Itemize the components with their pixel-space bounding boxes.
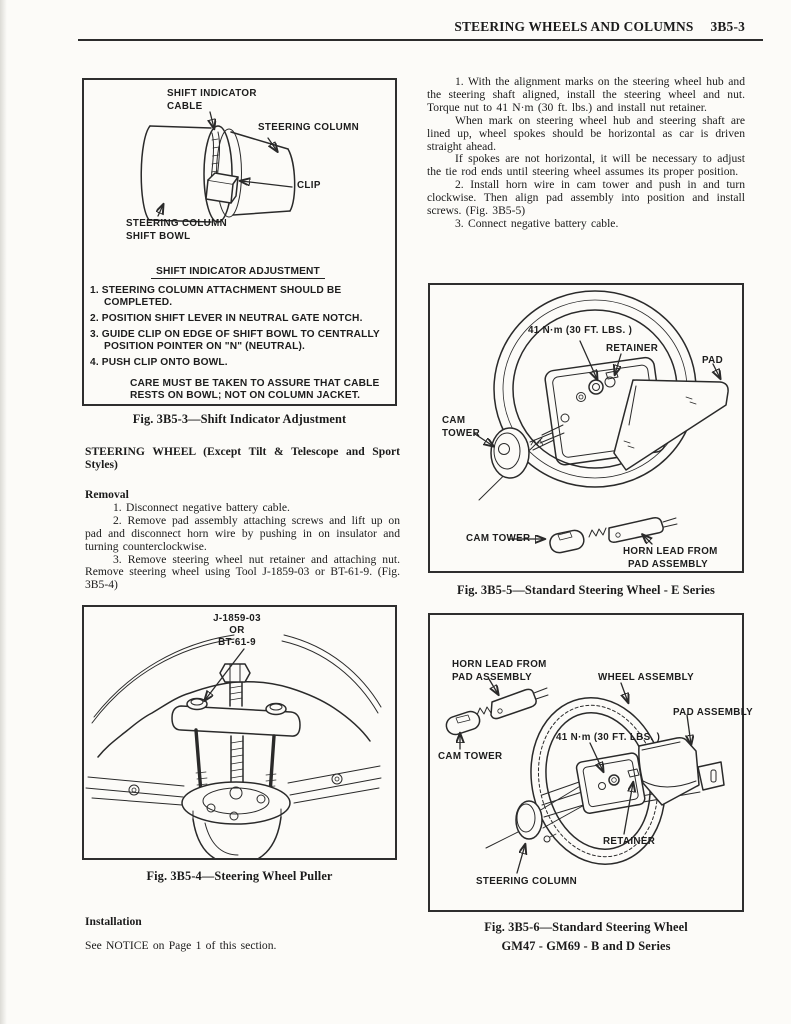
figure-shift-indicator-adjustment (82, 78, 397, 406)
label-cam-tower: CAM (442, 415, 466, 426)
shift-indicator-adjustment-text (90, 266, 386, 403)
label-cam-tower: CAM TOWER (438, 751, 503, 762)
caption-fig-3b5-6: Fig. 3B5-6—Standard Steering Wheel (484, 920, 688, 934)
label-shift-indicator-cable: SHIFT INDICATOR (167, 88, 257, 99)
figure-standard-wheel-gm47-gm69 (428, 613, 754, 912)
adjustment-heading: SHIFT INDICATOR ADJUSTMENT (151, 266, 325, 279)
label-shift-indicator-cable-2: CABLE (167, 101, 203, 112)
page-header (78, 19, 745, 35)
page-number: 3B5-3 (710, 19, 745, 34)
label-horn-lead-2: PAD ASSEMBLY (628, 559, 709, 570)
removal-step-1: 1. Disconnect negative battery cable. (113, 500, 290, 514)
label-horn-lead: HORN LEAD FROM (623, 546, 718, 557)
caption-fig-3b5-4: Fig. 3B5-4—Steering Wheel Puller (146, 869, 333, 883)
label-retainer: RETAINER (603, 836, 656, 847)
label-steering-column: STEERING COLUMN (476, 876, 578, 887)
adjustment-step-1: 1. STEERING COLUMN ATTACHMENT SHOULD BE COMPLETED. (90, 285, 342, 309)
label-pad: PAD (702, 355, 724, 366)
label-pad-assembly: PAD ASSEMBLY (673, 707, 754, 718)
label-horn-lead-2: PAD ASSEMBLY (452, 672, 533, 683)
adjustment-step-3: 3. GUIDE CLIP ON EDGE OF SHIFT BOWL TO CENTRALLY POSITION POINTER ON "N" (NEUTRAL). (90, 329, 380, 353)
adjustment-step-2: 2. POSITION SHIFT LEVER IN NEUTRAL GATE NOTCH. (90, 313, 363, 325)
install-step-1: 1. With the alignment marks on the steering wheel hub and the steering shaft aligned, install the steering wheel and nut. Torque nut to 41 N·m (30 ft. lbs.) and install nut retainer. (427, 75, 745, 114)
label-shift-bowl-2: SHIFT BOWL (126, 231, 191, 242)
label-horn-lead: HORN LEAD FROM (452, 659, 547, 670)
header-rule (78, 39, 763, 41)
removal-step-2: 2. Remove pad assembly attaching screws and lift up on pad and disconnect horn wire by pushing in on insulator and turning counterclockwise. (85, 513, 400, 553)
label-retainer: RETAINER (606, 343, 659, 354)
caption-fig-3b5-6-line2: GM47 - GM69 - B and D Series (501, 939, 671, 953)
label-tool-alt-number: BT-61-9 (218, 637, 256, 648)
install-step-3: 3. Connect negative battery cable. (455, 216, 619, 230)
adjustment-care-note: CARE MUST BE TAKEN TO ASSURE THAT CABLE RESTS ON BOWL; NOT ON COLUMN JACKET. (130, 377, 380, 402)
caption-fig-3b5-5: Fig. 3B5-5—Standard Steering Wheel - E Series (457, 583, 715, 597)
installation-heading: Installation (85, 915, 142, 928)
label-wheel-assembly: WHEEL ASSEMBLY (598, 672, 694, 683)
label-clip: CLIP (297, 180, 321, 191)
removal-step-3: 3. Remove steering wheel nut retainer and attaching nut. Remove steering wheel using Tool J-1859-03 or BT-61-9. (Fig. 3B5-4) (85, 552, 400, 592)
label-torque-spec: 41 N·m (30 FT. LBS. ) (556, 732, 661, 743)
label-tool-or: OR (229, 625, 245, 636)
installation-note: See NOTICE on Page 1 of this section. (85, 939, 277, 952)
install-para-alignment: When mark on steering wheel hub and steering shaft are lined up, wheel spokes should be horizontal as car is driven straight ahead. (427, 113, 745, 153)
label-shift-bowl: STEERING COLUMN (126, 218, 228, 229)
caption-fig-3b5-3: Fig. 3B5-3—Shift Indicator Adjustment (132, 412, 347, 426)
install-para-spokes: If spokes are not horizontal, it will be necessary to adjust the tie rod ends until steering wheel assumes its proper position. (427, 152, 745, 179)
removal-heading: Removal (85, 488, 129, 501)
figure-steering-wheel-puller (82, 605, 397, 860)
removal-section (85, 489, 400, 592)
install-procedure-text (427, 76, 745, 231)
label-steering-column: STEERING COLUMN (258, 122, 360, 133)
page-title: STEERING WHEELS AND COLUMNS (454, 19, 694, 34)
label-cam-tower-2: TOWER (442, 428, 481, 439)
section-heading-steering-wheel: STEERING WHEEL (Except Tilt & Telescope and Sport Styles) (85, 445, 400, 471)
adjustment-step-4: 4. PUSH CLIP ONTO BOWL. (90, 357, 228, 369)
label-torque-spec: 41 N·m (30 FT. LBS. ) (528, 325, 633, 336)
figure-standard-wheel-e-series (428, 283, 744, 573)
label-tool-number: J-1859-03 (213, 613, 261, 624)
label-cam-tower-detail: CAM TOWER (466, 533, 531, 544)
install-step-2: 2. Install horn wire in cam tower and push in and turn clockwise. Then align pad assembly into position and install screws. (Fig. 3B5-5) (427, 178, 745, 218)
